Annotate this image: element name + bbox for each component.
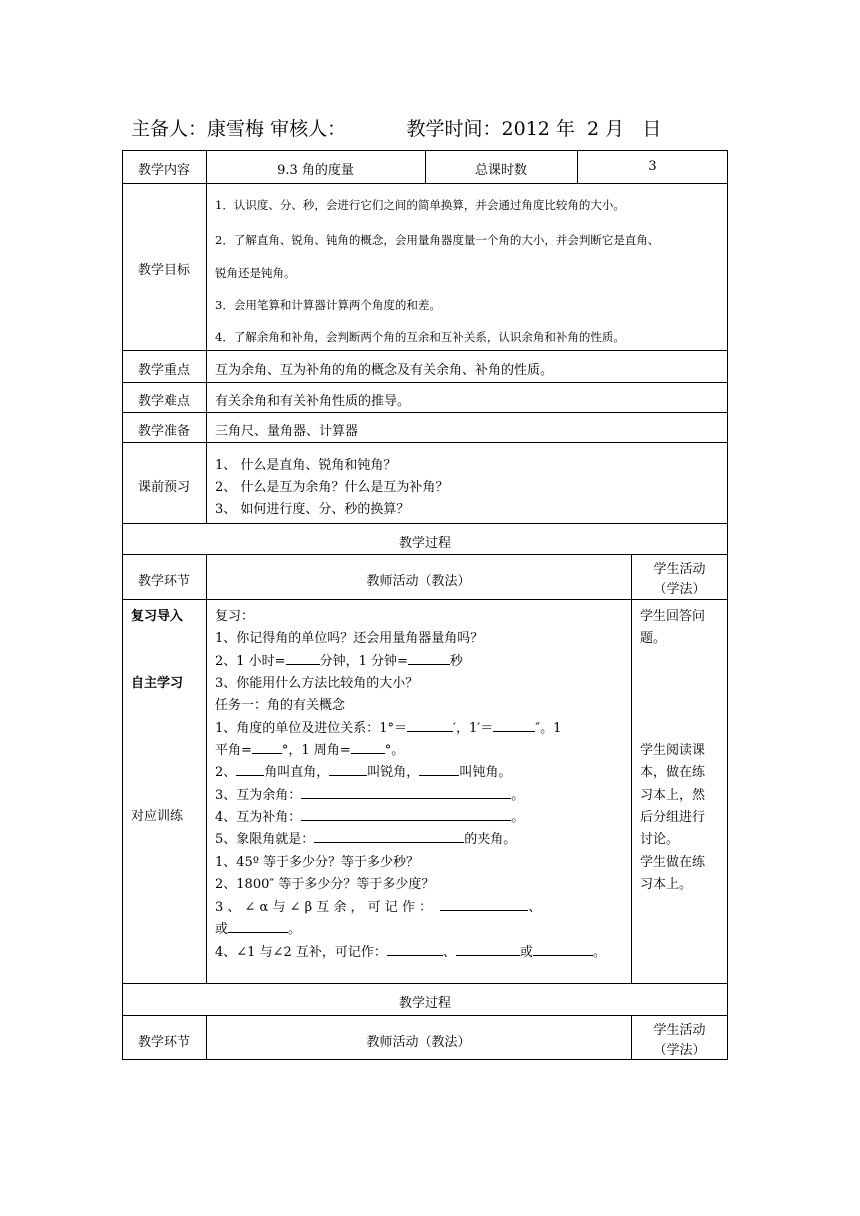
answer-blank (407, 718, 453, 732)
answer-blank (329, 762, 367, 776)
teacher-line: 5、象限角就是： 的夹角。 (215, 828, 516, 847)
teacher-line: 3 、 ∠ α 与 ∠ β 互 余 ， 可 记 作 ： 、 (215, 896, 541, 915)
answer-blank (228, 919, 288, 933)
answer-blank (440, 897, 528, 911)
year-unit: 年 (555, 118, 575, 140)
teacher-line: 3、互为余角： 。 (215, 784, 524, 803)
answer-blank (351, 740, 385, 754)
difficulty-value: 有关余角和有关补角性质的推导。 (215, 394, 411, 409)
time-label: 教学时间： (406, 118, 502, 140)
student-activity-line: 后分组进行 (640, 810, 706, 825)
answer-blank (301, 807, 511, 821)
teacher-line: 4、互为补角： 。 (215, 806, 524, 825)
preview-line: 1、 什么是直角、锐角和钝角？ (215, 458, 397, 473)
teacher-line: 2、1 小时= 分钟，1 分钟= 秒 (215, 650, 463, 669)
month-unit: 月 (605, 118, 625, 140)
row-divider (122, 382, 728, 383)
answer-blank (314, 829, 464, 843)
content-label: 教学内容 (137, 163, 190, 178)
answer-blank (387, 942, 443, 956)
student-activity-line: 习本上。 (640, 877, 693, 892)
goal-line: 4．了解余角和补角，会判断两个角的互余和互补关系，认识余角和补角的性质。 (215, 330, 625, 344)
teacher-line: 平角= °，1 周角= °。 (215, 739, 404, 758)
goal-line: 锐角还是钝角。 (215, 266, 296, 280)
col-student-header: （学法） (653, 1043, 706, 1058)
answer-blank (456, 942, 520, 956)
hours-label: 总课时数 (474, 163, 527, 178)
col-stage-header: 教学环节 (137, 574, 190, 589)
process-title: 教学过程 (398, 536, 451, 551)
answer-blank (252, 740, 282, 754)
col-stage-header: 教学环节 (137, 1035, 190, 1050)
col-teacher-header: 教师活动（教法） (366, 1035, 471, 1050)
row-divider (122, 183, 728, 184)
student-activity-line: 学生阅读课 (640, 743, 706, 758)
row-divider (122, 1015, 728, 1016)
preview-line: 2、 什么是互为余角？什么是互为补角？ (215, 480, 449, 495)
goal-line: 1．认识度、分、秒，会进行它们之间的简单换算，并会通过角度比较角的大小。 (215, 198, 625, 212)
teacher-line: 1、角度的单位及进位关系：1°＝ ′，1′＝ ″。1 (215, 717, 561, 736)
col-teacher-header: 教师活动（教法） (366, 574, 471, 589)
stage-label: 自主学习 (131, 676, 184, 691)
row-divider (122, 599, 728, 600)
student-activity-line: 学生回答问 (640, 609, 706, 624)
answer-blank (236, 762, 264, 776)
col-divider (631, 554, 632, 984)
preview-line: 3、 如何进行度、分、秒的换算？ (215, 502, 410, 517)
year-value: 2012 (501, 118, 550, 140)
answer-blank (533, 942, 593, 956)
answer-blank (301, 785, 511, 799)
row-divider (122, 554, 728, 555)
preparer-label: 主备人： (131, 118, 208, 140)
stage-label: 复习导入 (131, 609, 184, 624)
student-activity-line: 讨论。 (640, 832, 680, 847)
col-student-header: （学法） (653, 582, 706, 597)
teacher-line: 1、45º 等于多少分？等于多少秒？ (215, 855, 420, 870)
prep-value: 三角尺、量角器、计算器 (215, 424, 359, 439)
answer-blank (286, 651, 320, 665)
hours-value: 3 (648, 159, 657, 174)
col-divider (206, 150, 207, 524)
teacher-line: 1、你记得角的单位吗？还会用量角器量角吗？ (215, 631, 484, 646)
stage-label: 对应训练 (131, 809, 184, 824)
answer-blank (419, 762, 459, 776)
student-activity-line: 习本上，然 (640, 788, 706, 803)
teacher-line: 3、你能用什么方法比较角的大小？ (215, 676, 419, 691)
content-value: 9.3 角的度量 (277, 163, 354, 178)
student-activity-line: 本，做在练 (640, 765, 706, 780)
preparer-name: 康雪梅 (207, 118, 265, 140)
col-student-header: 学生活动 (653, 1023, 706, 1038)
document-header (131, 114, 661, 141)
row-divider (122, 412, 728, 413)
preview-label: 课前预习 (137, 480, 190, 495)
goal-line: 3．会用笔算和计算器计算两个角度的和差。 (215, 298, 441, 312)
teacher-line: 或 。 (215, 918, 301, 937)
student-activity-line: 题。 (640, 631, 667, 646)
difficulty-label: 教学难点 (137, 394, 190, 409)
answer-blank (493, 718, 535, 732)
reviewer-label: 审核人： (270, 118, 347, 140)
key-label: 教学重点 (137, 363, 190, 378)
col-student-header: 学生活动 (653, 562, 706, 577)
teacher-line: 4、∠1 与∠2 互补，可记作： 、 或 。 (215, 941, 606, 960)
key-value: 互为余角、互为补角的角的概念及有关余角、补角的性质。 (215, 363, 554, 378)
goal-line: 2．了解直角、锐角、钝角的概念，会用量角器度量一个角的大小，并会判断它是直角、 (215, 233, 660, 247)
prep-label: 教学准备 (137, 424, 190, 439)
student-activity-line: 学生做在练 (640, 855, 706, 870)
process-title: 教学过程 (398, 996, 451, 1011)
col-divider (206, 554, 207, 984)
answer-blank (408, 651, 450, 665)
teacher-line: 任务一：角的有关概念 (215, 698, 346, 713)
day-unit: 日 (642, 118, 662, 140)
teacher-line: 2、 角叫直角， 叫锐角， 叫钝角。 (215, 761, 511, 780)
goals-label: 教学目标 (137, 263, 190, 278)
month-value: 2 (587, 118, 600, 140)
row-divider (122, 442, 728, 443)
teacher-line: 复习： (215, 609, 255, 624)
row-divider (122, 350, 728, 351)
teacher-line: 2、1800″ 等于多少分？等于多少度？ (215, 877, 435, 892)
